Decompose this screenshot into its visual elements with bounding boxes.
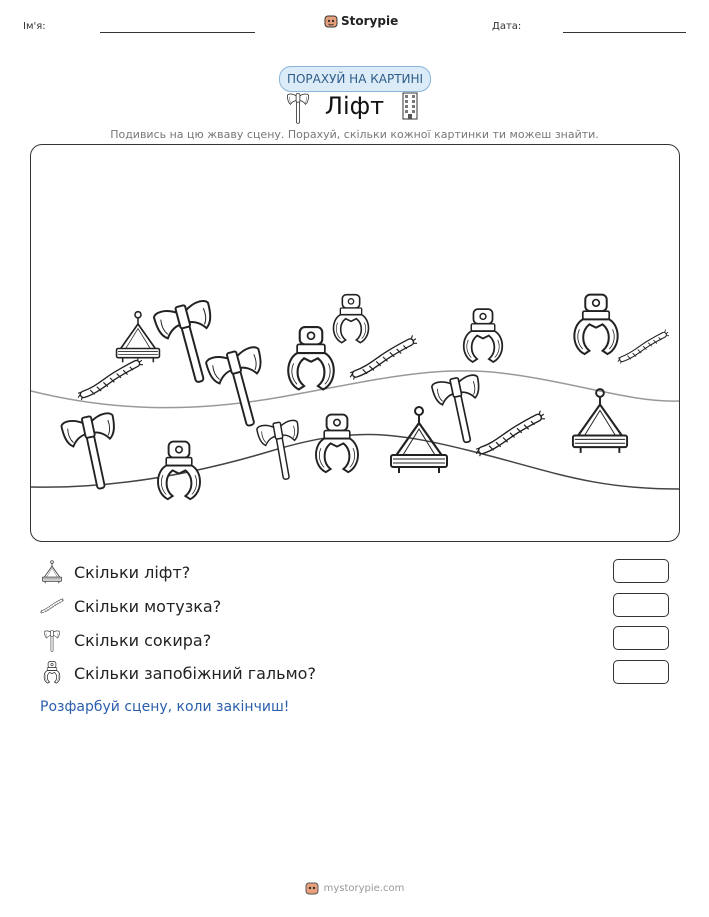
brand-logo [324, 14, 398, 28]
elevator-platform-icon [40, 560, 64, 584]
name-label: Ім'я: [23, 21, 46, 32]
storypie-footer-icon [305, 881, 319, 895]
axe-5[interactable] [431, 374, 490, 447]
rope-icon [40, 594, 64, 618]
brake-6[interactable] [158, 442, 200, 500]
lift-3[interactable] [573, 389, 627, 453]
brake-2[interactable] [333, 295, 368, 343]
question-rope [40, 594, 221, 618]
building-icon [402, 92, 418, 120]
axe-2[interactable] [205, 345, 277, 432]
answer-box-axe[interactable] [613, 626, 669, 650]
footer [0, 881, 709, 895]
question-lift [40, 560, 190, 584]
storypie-logo-icon [324, 14, 338, 28]
page-title: Ліфт [324, 92, 385, 120]
safety-brake-icon [40, 661, 64, 685]
question-brake-text: Скільки запобіжний гальмо? [74, 663, 316, 683]
question-rope-text: Скільки мотузка? [74, 596, 222, 616]
brake-3[interactable] [464, 309, 503, 362]
lift-1[interactable] [117, 312, 160, 363]
brake-1[interactable] [288, 327, 334, 389]
answer-box-lift[interactable] [613, 559, 669, 583]
footer-url[interactable]: mystorypie.com [323, 882, 405, 894]
question-axe-text: Скільки сокира? [74, 630, 212, 650]
axe-icon [40, 628, 64, 652]
date-label: Дата: [492, 21, 522, 32]
question-lift-text: Скільки ліфт? [74, 562, 191, 582]
count-badge: ПОРАХУЙ НА КАРТИНІ [279, 66, 431, 92]
answer-box-rope[interactable] [613, 593, 669, 617]
axe-3[interactable] [61, 412, 127, 494]
rope-4[interactable] [618, 330, 669, 364]
coloring-note: Розфарбуй сцену, коли закінчиш! [40, 699, 290, 715]
axe-4[interactable] [256, 419, 306, 482]
date-line[interactable] [563, 32, 686, 33]
brand-name: Storypie [341, 14, 399, 28]
scene-frame [30, 144, 680, 542]
question-axe [40, 628, 211, 652]
brake-5[interactable] [316, 415, 358, 473]
scene-illustration [31, 145, 679, 541]
rope-3[interactable] [476, 411, 545, 457]
name-line[interactable] [100, 32, 255, 33]
instructions: Подивись на цю жваву сцену. Порахуй, скільки кожної картинки ти можеш знайти. [110, 128, 599, 141]
rope-1[interactable] [78, 357, 143, 400]
brake-4[interactable] [574, 295, 617, 354]
question-brake [40, 661, 316, 685]
answer-box-brake[interactable] [613, 660, 669, 684]
